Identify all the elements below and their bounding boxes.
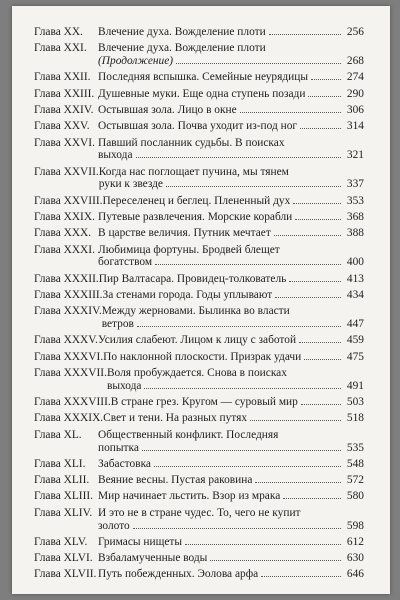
dot-leader (240, 112, 341, 113)
dot-leader (142, 450, 341, 451)
toc-entry (34, 195, 364, 208)
chapter-number: Глава XXXVI. (34, 350, 104, 363)
chapter-title-text: За стенами города. Годы уплывают (102, 289, 273, 302)
chapter-title-last-line (98, 149, 364, 162)
chapter-title-last-line (98, 211, 364, 224)
chapter-title-line: Между жерновами. Былинка во власти (101, 305, 290, 318)
chapter-title-block (98, 211, 364, 224)
chapter-title-block (98, 120, 364, 133)
chapter-title-text: Взбаламученные воды (98, 552, 208, 565)
page-number: 447 (346, 318, 364, 331)
toc-entry (34, 474, 364, 487)
chapter-title-block (98, 227, 364, 240)
toc-entry (34, 26, 364, 39)
page-number: 491 (346, 379, 364, 392)
chapter-title-text: Остывшая зола. Лицо в окне (98, 103, 237, 116)
dot-leader (137, 326, 341, 327)
chapter-title-block (103, 195, 364, 208)
dot-leader (304, 359, 341, 360)
chapter-title-text: ветров (101, 318, 134, 331)
chapter-title-block (111, 396, 364, 409)
toc-entry (34, 367, 364, 393)
chapter-number: Глава XXXV. (34, 334, 98, 347)
toc-entry (34, 507, 364, 533)
toc-entry (34, 244, 364, 270)
page-number: 518 (346, 412, 364, 425)
chapter-title-last-line (98, 490, 364, 503)
chapter-title-last-line (98, 88, 364, 101)
chapter-number: Глава XLVI. (34, 552, 93, 565)
dot-leader (155, 264, 341, 265)
page-number: 353 (346, 194, 364, 207)
chapter-title-last-line (98, 55, 364, 68)
chapter-title-block (98, 88, 364, 101)
chapter-title-text: выхода (98, 149, 133, 162)
chapter-title-block (98, 474, 364, 487)
chapter-title-line: Когда нас поглощает пучина, мы тянем (98, 165, 289, 178)
chapter-title-last-line (98, 227, 364, 240)
chapter-title-block (98, 536, 364, 549)
dot-leader (255, 482, 341, 483)
chapter-title-block (103, 351, 364, 364)
chapter-title-block (98, 334, 364, 347)
chapter-title-last-line (98, 334, 364, 347)
chapter-title-block (98, 568, 364, 581)
chapter-title-last-line (103, 412, 364, 425)
chapter-title-block (98, 458, 364, 471)
toc-entry (34, 88, 364, 101)
chapter-title-last-line (102, 318, 364, 331)
toc-entry (34, 211, 364, 224)
chapter-title-block (98, 104, 364, 117)
toc-entry (34, 490, 364, 503)
toc-entry (34, 227, 364, 240)
chapter-title-text: Последняя вспышка. Семейные неурядицы (98, 71, 309, 84)
chapter-number: Глава XXVI. (34, 136, 95, 149)
dot-leader (274, 235, 341, 236)
chapter-title-line: Любимица фортуны. Бродвей блещет (98, 243, 280, 256)
toc-entry (34, 305, 364, 331)
page-number: 598 (346, 519, 364, 532)
chapter-number: Глава XLII. (34, 474, 90, 487)
page-number: 400 (346, 256, 364, 269)
chapter-title-last-line (103, 351, 364, 364)
chapter-title-line: Влечение духа. Вожделение плоти (98, 42, 266, 55)
page-number: 503 (346, 396, 364, 409)
chapter-number: Глава XXX. (34, 227, 92, 240)
chapter-number: Глава XXXIV. (34, 305, 102, 318)
chapter-number: Глава XL. (34, 428, 82, 441)
chapter-number: Глава XXXI. (34, 243, 95, 256)
dot-leader (308, 96, 341, 97)
chapter-title-last-line (98, 458, 364, 471)
chapter-title-block (98, 71, 364, 84)
chapter-title-text: Свет и тени. На разных путях (103, 412, 248, 425)
chapter-title-last-line (99, 178, 364, 191)
chapter-title-text: В царстве величия. Путник мечтает (98, 227, 271, 240)
chapter-title-text: руки к звезде (98, 178, 163, 191)
page-number: 434 (346, 289, 364, 302)
page-number: 388 (346, 227, 364, 240)
dot-leader (133, 528, 341, 529)
chapter-title-last-line (98, 568, 364, 581)
chapter-title-block (98, 429, 364, 455)
dot-leader (293, 203, 341, 204)
dot-leader (311, 79, 341, 80)
page-number: 580 (346, 490, 364, 503)
chapter-title-last-line (98, 104, 364, 117)
dot-leader (299, 342, 341, 343)
dot-leader (154, 466, 341, 467)
page-number: 535 (346, 441, 364, 454)
chapter-title-text: золото (98, 519, 130, 532)
chapter-title-last-line (98, 26, 364, 39)
chapter-title-text: Забастовка (98, 457, 151, 470)
dot-leader (295, 219, 341, 220)
chapter-title-block (103, 412, 364, 425)
chapter-title-block (98, 42, 364, 68)
chapter-number: Глава XXXVII. (34, 367, 107, 380)
toc-entry (34, 71, 364, 84)
chapter-number: Глава XXXIII. (34, 289, 103, 302)
dot-leader (144, 388, 341, 389)
chapter-number: Глава XXIV. (34, 103, 94, 116)
chapter-title-text: богатством (98, 256, 153, 269)
chapter-number: Глава XXVIII. (34, 194, 103, 207)
page-number: 314 (346, 120, 364, 133)
chapter-number: Глава XXV. (34, 120, 90, 133)
chapter-number: Глава XLVII. (34, 568, 97, 581)
toc-entry (34, 396, 364, 409)
chapter-title-block (107, 367, 364, 393)
toc-entry (34, 552, 364, 565)
chapter-number: Глава XLIII. (34, 490, 94, 503)
chapter-title-block (98, 552, 364, 565)
chapter-title-last-line (98, 71, 364, 84)
chapter-title-line: Павший посланник судьбы. В поисках (98, 136, 285, 149)
toc-entry (34, 120, 364, 133)
chapter-title-last-line (111, 396, 364, 409)
chapter-title-last-line (98, 520, 364, 533)
page-number: 413 (346, 272, 364, 285)
chapter-title-last-line (103, 289, 364, 302)
chapter-number: Глава XXI. (34, 42, 87, 55)
chapter-title-block (98, 244, 364, 270)
chapter-title-text: Влечение духа. Вожделение плоти (98, 26, 266, 38)
chapter-title-block (98, 507, 364, 533)
page-number: 630 (346, 552, 364, 565)
chapter-title-block (99, 166, 364, 192)
chapter-number: Глава XXXVIII. (34, 396, 111, 409)
chapter-title-last-line (98, 552, 364, 565)
chapter-title-block (99, 273, 364, 286)
chapter-title-text: В стране грез. Кругом — суровый мир (110, 396, 298, 409)
chapter-number: Глава XXVII. (34, 165, 99, 178)
chapter-title-last-line (107, 380, 364, 393)
chapter-number: Глава XLIV. (34, 506, 93, 519)
chapter-title-last-line (98, 536, 364, 549)
chapter-number: Глава XXIII. (34, 87, 95, 100)
book-page (12, 6, 390, 594)
chapter-title-text: Душевные муки. Еще одна ступень позади (98, 87, 306, 100)
page-number: 337 (346, 178, 364, 191)
chapter-title-last-line (103, 195, 364, 208)
dot-leader (300, 128, 341, 129)
chapter-title-block (98, 490, 364, 503)
chapter-title-last-line (98, 256, 364, 269)
page-number: 290 (346, 87, 364, 100)
toc-entry (34, 536, 364, 549)
chapter-title-line: Общественный конфликт. Последняя (98, 428, 279, 441)
toc-entry (34, 273, 364, 286)
page-number: 368 (346, 211, 364, 224)
chapter-title-last-line (98, 120, 364, 133)
chapter-title-text: Веяние весны. Пустая раковина (98, 474, 253, 487)
chapter-number: Глава XXXII. (34, 272, 99, 285)
dot-leader (275, 297, 341, 298)
chapter-title-block (103, 289, 364, 302)
dot-leader (261, 576, 341, 577)
dot-leader (289, 281, 341, 282)
page-number: 475 (346, 350, 364, 363)
dot-leader (166, 186, 341, 187)
chapter-title-line: Воля пробуждается. Снова в поисках (106, 367, 287, 380)
page-number: 256 (346, 26, 364, 38)
toc-entry (34, 137, 364, 163)
chapter-title-text: Переселенец и беглец. Плененный дух (102, 194, 291, 207)
chapter-title-block (98, 26, 364, 39)
dot-leader (301, 404, 341, 405)
chapter-title-text: попытка (98, 441, 139, 454)
chapter-number: Глава XXIX. (34, 211, 95, 224)
chapter-number: Глава XX. (34, 26, 83, 38)
chapter-number: Глава XLI. (34, 457, 86, 470)
chapter-title-text: Гримасы нищеты (98, 535, 183, 548)
chapter-title-text: Усилия слабеют. Лицом к лицу с заботой (98, 334, 297, 347)
chapter-title-block (98, 137, 364, 163)
chapter-title-text: Пир Валтасара. Провидец-толкователь (98, 272, 287, 285)
chapter-title-last-line (98, 474, 364, 487)
dot-leader (269, 34, 341, 35)
page-number: 268 (346, 55, 364, 68)
page-number: 548 (346, 457, 364, 470)
toc-entry (34, 429, 364, 455)
dot-leader (176, 63, 341, 64)
page-number: 321 (346, 149, 364, 162)
chapter-number: Глава XLV. (34, 535, 88, 548)
chapter-title-line: И это не в стране чудес. То, чего не купит (98, 506, 301, 519)
toc-entry (34, 166, 364, 192)
toc-entry (34, 42, 364, 68)
chapter-title-last-line (99, 273, 364, 286)
chapter-title-text: Путевые развлечения. Морские корабли (98, 211, 293, 224)
toc-entry (34, 458, 364, 471)
dot-leader (210, 560, 341, 561)
toc-entry (34, 289, 364, 302)
page-number: 612 (346, 535, 364, 548)
chapter-title-text: Мир начинает льстить. Взор из мрака (98, 490, 281, 503)
dot-leader (136, 157, 341, 158)
chapter-number: Глава XXII. (34, 71, 91, 84)
chapter-title-text: (Продолжение) (98, 55, 174, 68)
chapter-title-text: По наклонной плоскости. Призрак удачи (103, 350, 302, 363)
toc-entry (34, 568, 364, 581)
chapter-number: Глава XXXIX. (34, 412, 104, 425)
dot-leader (250, 420, 341, 421)
page-number: 306 (346, 103, 364, 116)
page-number: 459 (346, 334, 364, 347)
page-number: 274 (346, 71, 364, 84)
chapter-title-text: Остывшая зола. Почва уходит из-под ног (98, 120, 298, 133)
chapter-title-last-line (98, 442, 364, 455)
dot-leader (185, 544, 341, 545)
table-of-contents (34, 26, 364, 585)
toc-entry (34, 351, 364, 364)
chapter-title-text: выхода (106, 379, 142, 392)
chapter-title-text: Путь побежденных. Эолова арфа (98, 568, 259, 581)
toc-entry (34, 104, 364, 117)
toc-entry (34, 412, 364, 425)
page-number: 646 (346, 568, 364, 581)
dot-leader (283, 498, 341, 499)
page-number: 572 (346, 474, 364, 487)
chapter-title-block (102, 305, 364, 331)
toc-entry (34, 334, 364, 347)
